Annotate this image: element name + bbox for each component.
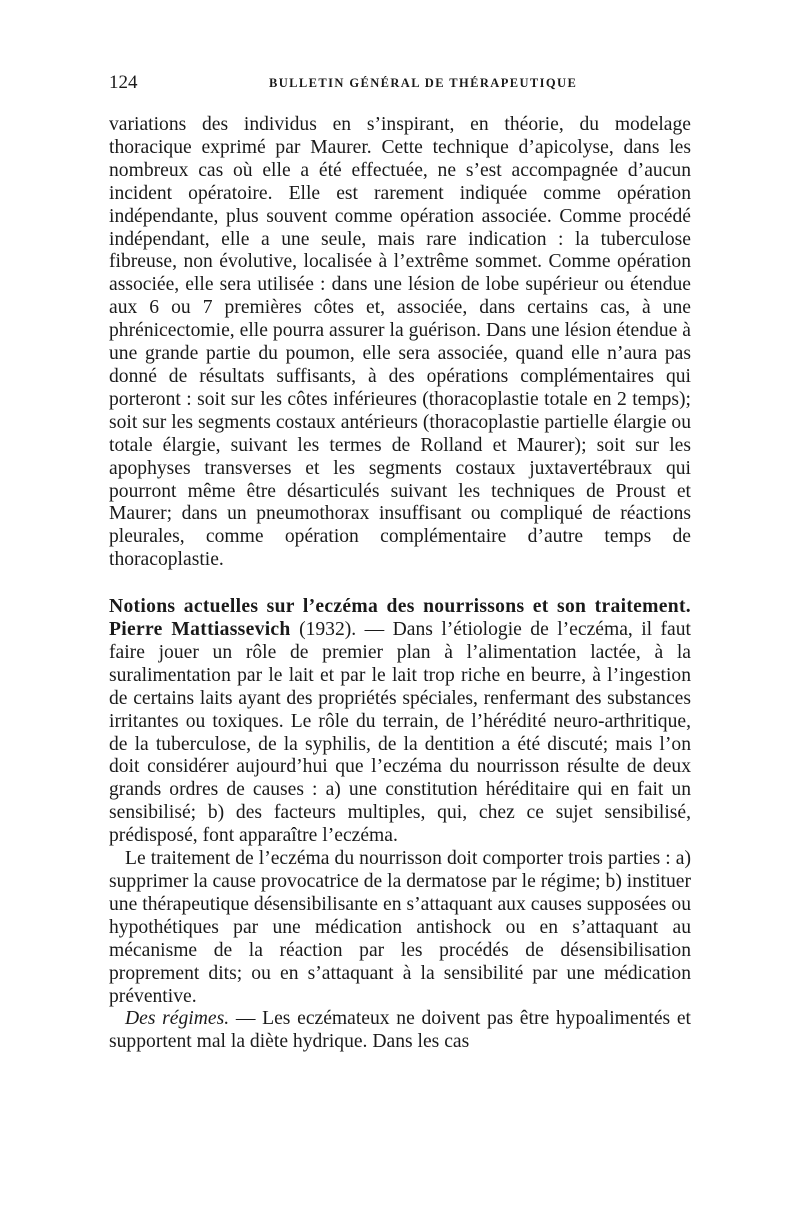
page (109, 72, 691, 1054)
paragraph-eczema-text: (1932). — Dans l’étiologie de l’eczéma, il faut faire jouer un rôle de premier plan à l’alimentation lactée, à la suralimentation par le lait et par le lait trop riche en beurre, à l’ingestion de certains laits ayant des propriétés spéciales, renfermant des substances irritantes ou toxiques. Le rôle du terrain, de l’hérédité neuro-arthritique, de la tuberculose, de la syphilis, de la dentition a été discuté; mais l’on doit considérer aujourd’hui que l’eczéma du nourrisson résulte de deux grands ordres de causes : a) une constitution héréditaire qui en fait un sensibilisé; b) des facteurs multiples, qui, chez ce sujet sensibilisé, prédisposé, font apparaître l’eczéma. (109, 619, 691, 847)
section-heading: Notions actuelles sur l’eczéma des nourrissons et son traitement. (109, 596, 691, 618)
journal-title: BULLETIN GÉNÉRAL DE THÉRAPEUTIQUE (269, 76, 578, 90)
paragraph-regimes-text: — Les eczémateux ne doivent pas être hypoalimentés et supportent mal la diète hydrique. Dans les cas (109, 1008, 691, 1053)
running-head (109, 72, 691, 98)
paragraph-treatment: Le traitement de l’eczéma du nourrisson doit comporter trois parties : a) supprimer la cause provocatrice de la dermatose par le régime; b) instituer une thérapeutique désensibilisante en s’attaquant aux causes supposées ou hypothétiques par une médication antishock ou en s’attaquant au mécanisme de la réaction par les procédés de désensibilisation proprement dits; ou en s’attaquant à la sensibilité par une médication préventive. (109, 848, 691, 1007)
paragraph-eczema-intro (109, 596, 691, 848)
paragraph-regimes (109, 1008, 691, 1054)
subhead-regimes: Des régimes. (125, 1008, 230, 1030)
author-name: Pierre Mattiassevich (109, 619, 291, 641)
page-number: 124 (109, 72, 138, 93)
article-body (109, 114, 691, 1054)
paragraph-apicolyse: variations des individus en s’inspirant, en théorie, du modelage thoracique exprimé par Maurer. Cette technique d’apicolyse, dans les nombreux cas où elle a été effectuée, ne s’est accompagnée d’aucun incident opératoire. Elle est rarement indiquée comme opération indépendante, plus souvent comme opération associée. Comme procédé indépendant, elle a une seule, mais rare indication : la tuberculose fibreuse, non évolutive, localisée à l’extrême sommet. Comme opération associée, elle sera utilisée : dans une lésion de lobe supérieur ou étendue aux 6 ou 7 premières côtes et, associée, dans certains cas, à une phrénicectomie, elle pourra assurer la guérison. Dans une lésion étendue à une grande partie du poumon, elle sera associée, quand elle n’aura pas donné de résultats suffisants, à des opérations complémentaires qui porteront : soit sur les côtes inférieures (thoracoplastie totale en 2 temps); soit sur les segments costaux antérieurs (thoracoplastie partielle élargie ou totale élargie, suivant les termes de Rolland et Maurer); soit sur les apophyses transverses et les segments costaux juxtavertébraux qui pourront même être désarticulés suivant les techniques de Proust et Maurer; dans un pneumothorax insuffisant ou compliqué de réactions pleurales, comme opération complémentaire d’autre temps de thoracoplastie. (109, 114, 691, 571)
